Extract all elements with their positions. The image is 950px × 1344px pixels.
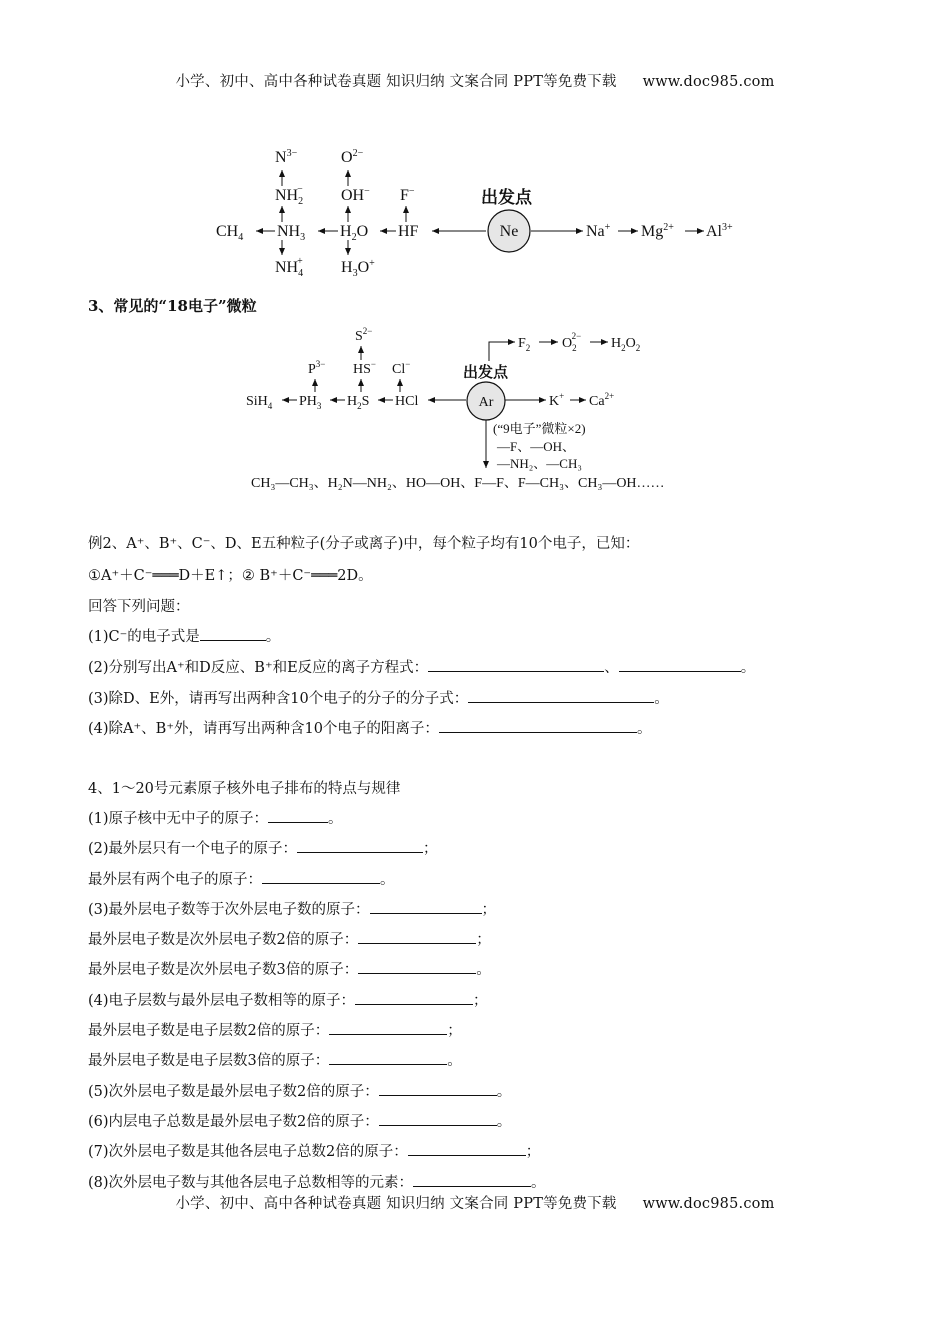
ion-f: F− <box>400 186 415 204</box>
s4-item-2: (2)最外层只有一个电子的原子： ； <box>88 841 438 857</box>
header-url: www.doc985.com <box>642 74 775 90</box>
header-text: 小学、初中、高中各种试卷真题 知识归纳 文案合同 PPT等免费下载 <box>175 74 617 90</box>
ion-o22: $O_22-$ <box>562 331 582 353</box>
s4-item-5: 最外层电子数是次外层电子数2倍的原子： ； <box>88 932 491 948</box>
page-footer <box>0 1192 950 1213</box>
blank[interactable] <box>329 1052 447 1065</box>
s4-item-8: 最外层电子数是电子层数2倍的原子： ； <box>88 1023 462 1039</box>
start-label-ar: 出发点 <box>463 365 509 381</box>
diagram-10-electron <box>216 148 733 279</box>
ex2-line3: 回答下列问题： <box>88 599 190 615</box>
blank[interactable] <box>200 628 266 641</box>
ion-s2: $S^{2-}$ <box>355 326 373 344</box>
ex2-q4: (4)除A⁺、B⁺外，请再写出两种含10个电子的阳离子： 。 <box>88 721 652 737</box>
s4-item-10: (5)次外层电子数是最外层电子数2倍的原子： 。 <box>88 1084 512 1100</box>
ion-mg: $Mg^{2+}$ <box>641 222 674 240</box>
s4-item-7: (4)电子层数与最外层电子数相等的原子： ； <box>88 993 488 1009</box>
arrow-ar-f2 <box>489 342 515 361</box>
ion-na: Na+ <box>586 222 611 240</box>
section3-title: 3、常见的“18电子”微粒 <box>88 297 257 315</box>
mol-sih4: SiH$_4$ <box>246 394 273 411</box>
ion-n3: $N^{3-}$ <box>275 148 298 166</box>
mol-ph3: $PH_3$ <box>299 394 322 411</box>
blank[interactable] <box>358 961 476 974</box>
ex2-q1: (1)C⁻的电子式是 。 <box>88 629 281 645</box>
ion-h3o: $H_3O^+$ <box>341 258 375 279</box>
start-label-ne: 出发点 <box>481 188 532 207</box>
blank[interactable] <box>468 690 654 703</box>
s4-item-12: (7)次外层电子数是其他各层电子总数2倍的原子： ； <box>88 1144 541 1160</box>
mol-hf: HF <box>398 223 419 240</box>
blank[interactable] <box>413 1174 531 1187</box>
note-groups-1: —F、—OH、 <box>497 439 576 454</box>
ex2-line1: 例2、A⁺、B⁺、C⁻、D、E五种粒子(分子或离子)中，每个粒子均有10个电子，已知： <box>88 536 640 552</box>
s4-item-6: 最外层电子数是次外层电子数3倍的原子： 。 <box>88 962 491 978</box>
blank[interactable] <box>355 992 473 1005</box>
blank[interactable] <box>439 720 637 733</box>
mol-ch4: $CH_4$ <box>216 223 244 243</box>
note-groups-2: —NH₂、—CH₃ <box>497 456 582 471</box>
ion-hs: HS− <box>353 359 376 377</box>
s4-item-3: 最外层有两个电子的原子： 。 <box>88 872 395 888</box>
ion-cl: Cl− <box>392 359 411 377</box>
ion-p3: $P^{3-}$ <box>308 359 326 377</box>
ion-oh: OH− <box>341 186 370 204</box>
ion-o2: $O^{2-}$ <box>341 148 364 166</box>
s4-item-4: (3)最外层电子数等于次外层电子数的原子： ； <box>88 902 497 918</box>
note-9-electron: (“9电子”微粒×2) <box>493 421 586 436</box>
blank[interactable] <box>379 1113 497 1126</box>
mol-h2o: $H_2O$ <box>340 223 369 243</box>
blank[interactable] <box>262 871 380 884</box>
bottom-molecules: CH₃—CH₃、H₂N—NH₂、HO—OH、F—F、F—CH₃、CH₃—OH…… <box>251 476 665 491</box>
blank[interactable] <box>268 810 328 823</box>
ion-al: $Al^{3+}$ <box>706 222 733 240</box>
mol-hcl: HCl <box>395 394 419 409</box>
footer-text: 小学、初中、高中各种试卷真题 知识归纳 文案合同 PPT等免费下载 <box>175 1196 617 1212</box>
ex2-q3: (3)除D、E外，请再写出两种含10个电子的分子的分子式： 。 <box>88 691 669 707</box>
blank[interactable] <box>619 659 741 672</box>
center-ne-label: Ne <box>499 223 519 240</box>
mol-f2: $F_2$ <box>518 336 531 353</box>
ex2-q2: (2)分别写出A⁺和D反应、B⁺和E反应的离子方程式： 、 。 <box>88 660 756 676</box>
ion-nh2: $NH_2-$ <box>275 184 304 207</box>
blank[interactable] <box>379 1083 497 1096</box>
ion-nh4: $NH_4+$ <box>275 256 304 279</box>
mol-h2o2: $H_2O_2$ <box>611 336 641 353</box>
blank[interactable] <box>370 901 482 914</box>
blank[interactable] <box>428 659 604 672</box>
center-ar-label: Ar <box>478 395 494 410</box>
electron-diagrams <box>0 0 950 520</box>
blank[interactable] <box>408 1143 526 1156</box>
s4-item-13: (8)次外层电子数与其他各层电子总数相等的元素： 。 <box>88 1175 546 1191</box>
s4-item-1: (1)原子核中无中子的原子： 。 <box>88 811 343 827</box>
section4-title: 4、1～20号元素原子核外电子排布的特点与规律 <box>88 781 401 797</box>
blank[interactable] <box>358 931 476 944</box>
mol-nh3: $NH_3$ <box>277 223 306 243</box>
ex2-line2: ①A⁺＋C⁻═══D＋E↑；② B⁺＋C⁻═══2D。 <box>88 568 373 584</box>
s4-item-11: (6)内层电子总数是最外层电子数2倍的原子： 。 <box>88 1114 512 1130</box>
footer-url: www.doc985.com <box>642 1196 775 1212</box>
ion-k: K+ <box>549 391 565 409</box>
mol-h2s: $H_2S$ <box>347 394 370 411</box>
ion-ca: $Ca^{2+}$ <box>589 391 615 409</box>
blank[interactable] <box>297 840 423 853</box>
blank[interactable] <box>329 1022 447 1035</box>
s4-item-9: 最外层电子数是电子层数3倍的原子： 。 <box>88 1053 462 1069</box>
diagram-18-electron <box>246 326 665 491</box>
